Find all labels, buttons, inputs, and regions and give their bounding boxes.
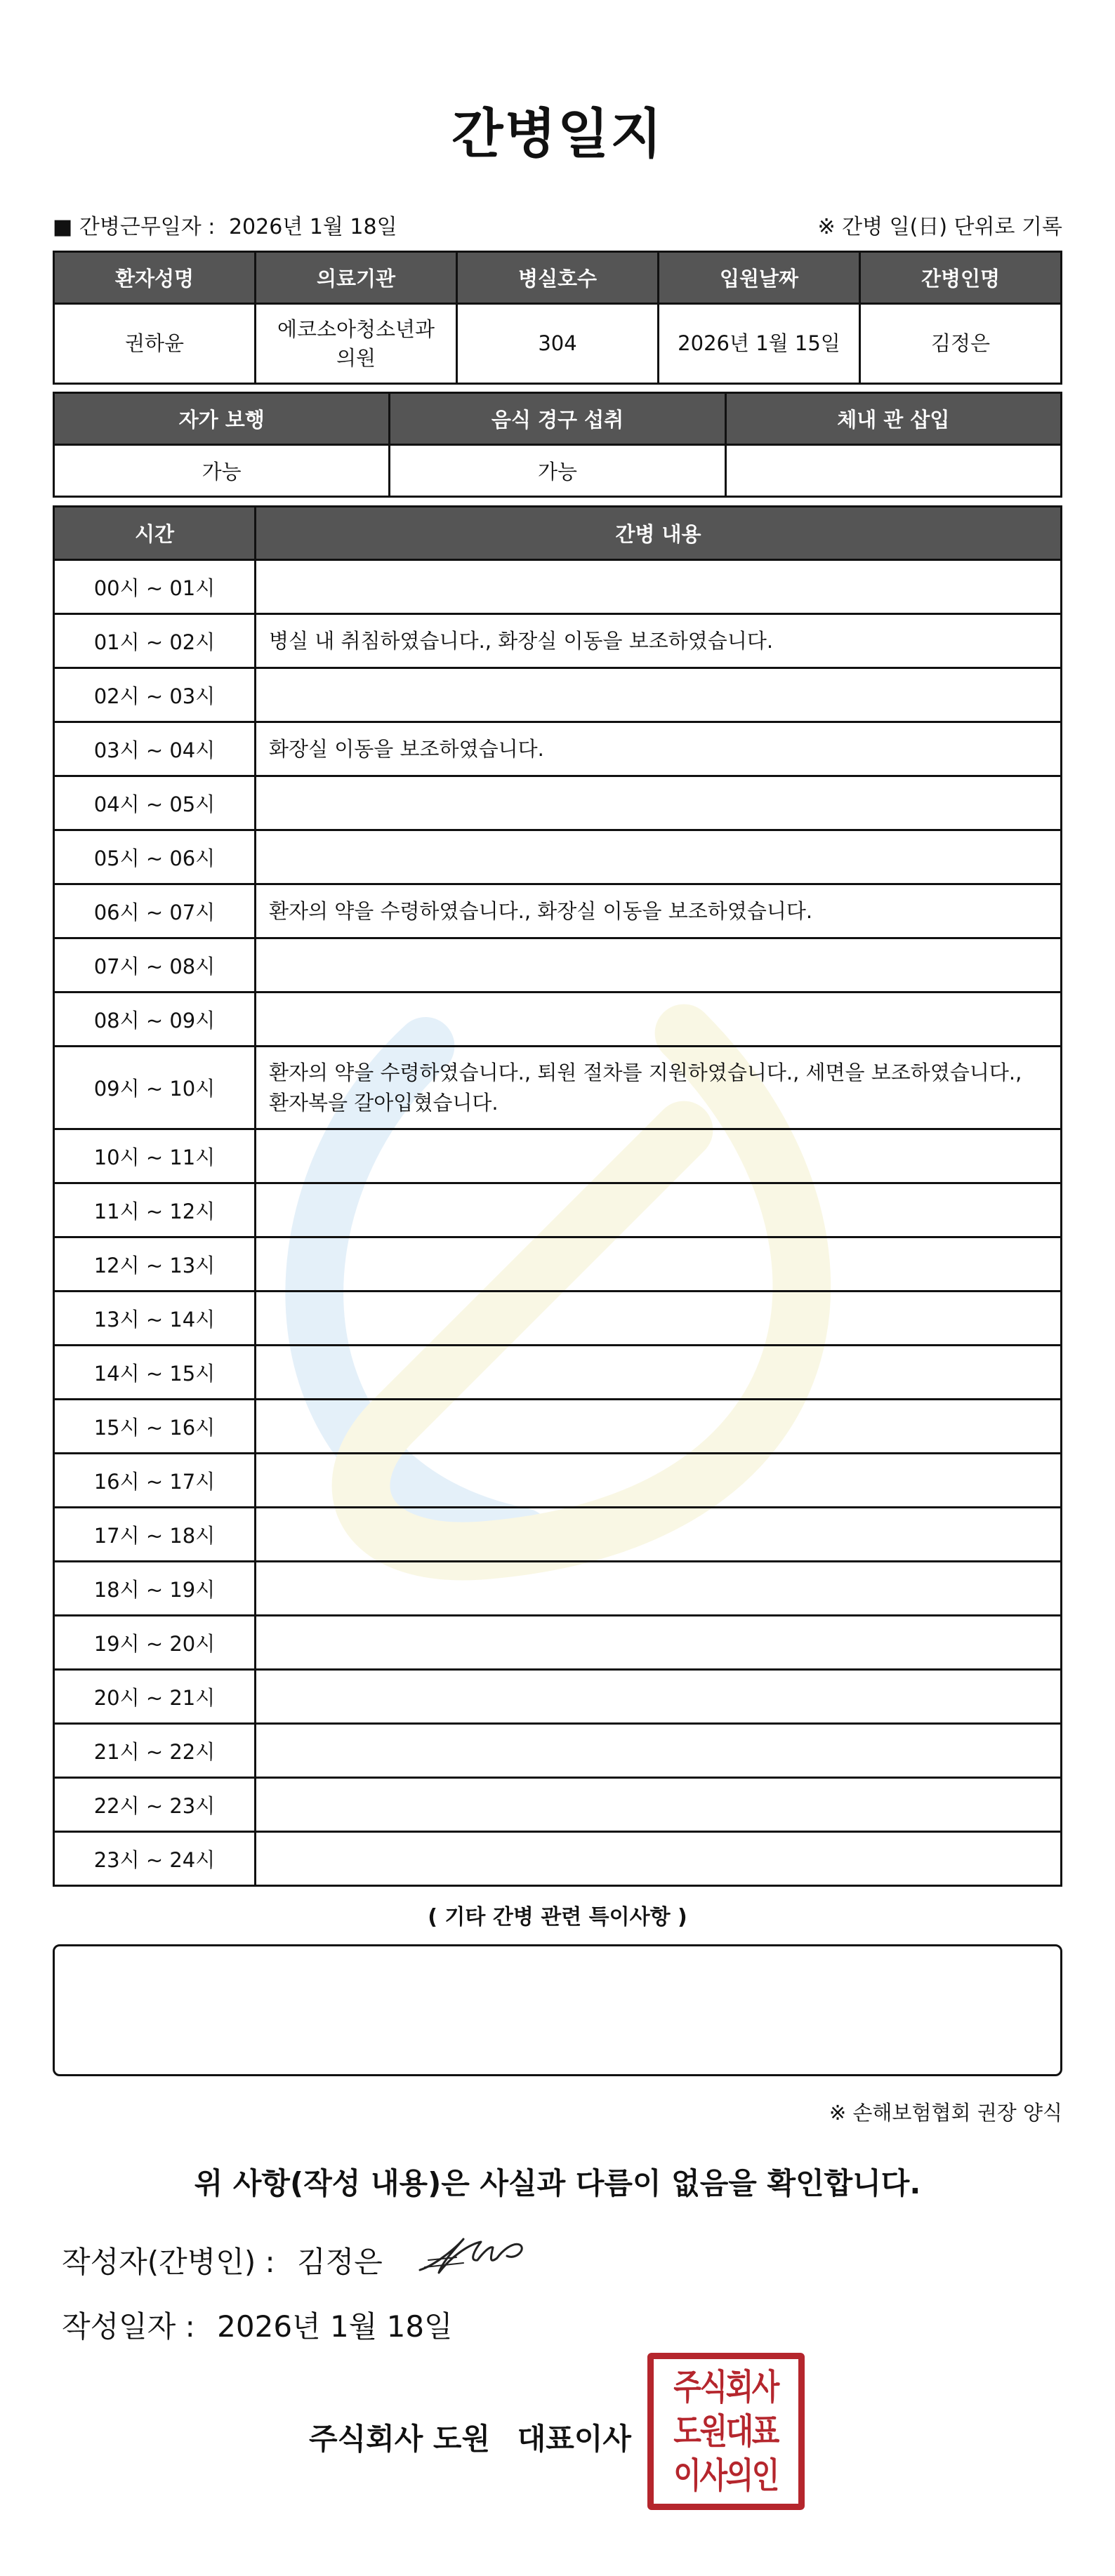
care-log-time: 12시 ~ 13시	[54, 1237, 256, 1292]
care-log-time: 21시 ~ 22시	[54, 1724, 256, 1778]
care-log-row	[54, 938, 1062, 992]
care-log-content: 환자의 약을 수령하였습니다., 퇴원 절차를 지원하였습니다., 세면을 보조하였습니다., 환자복을 갈아입혔습니다.	[256, 1047, 1062, 1129]
care-log-content	[256, 1508, 1062, 1562]
care-log-time: 16시 ~ 17시	[54, 1454, 256, 1508]
caregiver-name: 김정은	[860, 304, 1062, 384]
care-log-content	[256, 1724, 1062, 1778]
care-log-row	[54, 1237, 1062, 1292]
self-walking-value: 가능	[54, 445, 390, 497]
care-log-row	[54, 884, 1062, 938]
header-caregiver-name: 간병인명	[860, 252, 1062, 304]
patient-name: 권하윤	[54, 304, 256, 384]
form-note: ※ 손해보험협회 권장 양식	[829, 2101, 1062, 2125]
care-log-content	[256, 1832, 1062, 1886]
care-date	[53, 209, 397, 240]
patient-info-value-row	[54, 304, 1062, 384]
care-log-content	[256, 1670, 1062, 1724]
care-log-content: 화장실 이동을 보조하였습니다.	[256, 722, 1062, 776]
care-log-time: 17시 ~ 18시	[54, 1508, 256, 1562]
care-log-time: 00시 ~ 01시	[54, 560, 256, 614]
company-seal	[647, 2353, 805, 2510]
care-log-time: 15시 ~ 16시	[54, 1400, 256, 1454]
care-log-content	[256, 1778, 1062, 1832]
written-date-row	[62, 2304, 466, 2346]
care-log-content	[256, 1129, 1062, 1183]
care-log-content	[256, 776, 1062, 830]
care-log-time: 03시 ~ 04시	[54, 722, 256, 776]
care-log-row	[54, 992, 1062, 1047]
patient-info-header-row	[54, 252, 1062, 304]
page-title: 간병일지	[451, 102, 664, 165]
care-log-row	[54, 1778, 1062, 1832]
header-time: 시간	[54, 507, 256, 560]
care-log-row	[54, 776, 1062, 830]
writer-name: 김정은	[297, 2245, 383, 2279]
care-log-table	[53, 505, 1062, 1887]
care-log-content	[256, 1454, 1062, 1508]
care-log-time: 09시 ~ 10시	[54, 1047, 256, 1129]
care-log-row	[54, 722, 1062, 776]
care-log-content	[256, 1616, 1062, 1670]
tube-insertion-value	[725, 445, 1061, 497]
admission-date: 2026년 1월 15일	[659, 304, 860, 384]
care-log-content	[256, 1562, 1062, 1616]
care-log-time: 02시 ~ 03시	[54, 668, 256, 722]
care-log-time: 23시 ~ 24시	[54, 1832, 256, 1886]
care-log-time: 10시 ~ 11시	[54, 1129, 256, 1183]
care-log-time: 06시 ~ 07시	[54, 884, 256, 938]
writer-label: 작성자(간병인) :	[62, 2245, 275, 2279]
seal-line: 이사의인	[673, 2455, 779, 2497]
care-log-row	[54, 614, 1062, 668]
room-number: 304	[457, 304, 659, 384]
care-log-row	[54, 668, 1062, 722]
care-log-row	[54, 1670, 1062, 1724]
patient-status-header-row	[54, 393, 1062, 445]
care-log-row	[54, 1292, 1062, 1346]
header-care-content: 간병 내용	[256, 507, 1062, 560]
care-log-content	[256, 560, 1062, 614]
care-log-time: 08시 ~ 09시	[54, 992, 256, 1047]
remarks-box	[53, 1944, 1062, 2076]
care-log-content	[256, 1292, 1062, 1346]
header-tube-insertion: 체내 관 삽입	[725, 393, 1061, 445]
care-log-row	[54, 1724, 1062, 1778]
remarks-title: ( 기타 간병 관련 특이사항 )	[428, 1905, 687, 1930]
seal-line: 도원대표	[673, 2410, 779, 2452]
header-hospital: 의료기관	[256, 252, 457, 304]
care-log-row	[54, 1454, 1062, 1508]
care-log-content	[256, 992, 1062, 1047]
care-log-content	[256, 938, 1062, 992]
care-log-content	[256, 1237, 1062, 1292]
care-log-time: 04시 ~ 05시	[54, 776, 256, 830]
patient-status-table	[53, 392, 1062, 498]
written-date-label: 작성일자 :	[62, 2309, 195, 2344]
care-log-row	[54, 1129, 1062, 1183]
company-title: 대표이사	[517, 2422, 631, 2456]
seal-line: 주식회사	[673, 2366, 779, 2408]
care-log-content	[256, 1183, 1062, 1237]
patient-status-value-row	[54, 445, 1062, 497]
signature-image	[414, 2226, 541, 2283]
care-log-content	[256, 1400, 1062, 1454]
care-log-row	[54, 1346, 1062, 1400]
care-log-time: 01시 ~ 02시	[54, 614, 256, 668]
meta-row	[53, 209, 1062, 237]
care-log-row	[54, 1183, 1062, 1237]
care-log-content	[256, 1346, 1062, 1400]
header-room-number: 병실호수	[457, 252, 659, 304]
care-date-label: ■ 간병근무일자 :	[53, 215, 216, 239]
hospital-name: 에코소아청소년과의원	[256, 304, 457, 384]
daily-record-note: ※ 간병 일(日) 단위로 기록	[817, 215, 1062, 239]
writer-row	[62, 2239, 395, 2281]
care-log-content: 병실 내 취침하였습니다., 화장실 이동을 보조하였습니다.	[256, 614, 1062, 668]
care-log-body	[54, 560, 1062, 1886]
care-log-time: 20시 ~ 21시	[54, 1670, 256, 1724]
header-patient-name: 환자성명	[54, 252, 256, 304]
care-log-content	[256, 668, 1062, 722]
care-log-row	[54, 560, 1062, 614]
oral-intake-value: 가능	[390, 445, 725, 497]
header-admission-date: 입원날짜	[659, 252, 860, 304]
company-name: 주식회사 도원	[309, 2422, 491, 2456]
care-log-content	[256, 830, 1062, 884]
care-log-row	[54, 830, 1062, 884]
care-log-time: 07시 ~ 08시	[54, 938, 256, 992]
care-log-row	[54, 1047, 1062, 1129]
care-log-row	[54, 1508, 1062, 1562]
patient-info-table	[53, 251, 1062, 385]
care-log-row	[54, 1400, 1062, 1454]
company-signature	[309, 2416, 648, 2458]
header-self-walking: 자가 보행	[54, 393, 390, 445]
written-date-value: 2026년 1월 18일	[217, 2309, 453, 2344]
care-log-row	[54, 1562, 1062, 1616]
care-log-time: 18시 ~ 19시	[54, 1562, 256, 1616]
care-log-time: 14시 ~ 15시	[54, 1346, 256, 1400]
care-log-time: 05시 ~ 06시	[54, 830, 256, 884]
care-log-header-row	[54, 507, 1062, 560]
care-log-time: 11시 ~ 12시	[54, 1183, 256, 1237]
care-log-row	[54, 1832, 1062, 1886]
header-oral-intake: 음식 경구 섭취	[390, 393, 725, 445]
care-date-value: 2026년 1월 18일	[228, 215, 397, 239]
care-log-row	[54, 1616, 1062, 1670]
confirmation-statement: 위 사항(작성 내용)은 사실과 다름이 없음을 확인합니다.	[194, 2166, 921, 2200]
care-log-time: 22시 ~ 23시	[54, 1778, 256, 1832]
care-log-time: 19시 ~ 20시	[54, 1616, 256, 1670]
care-log-time: 13시 ~ 14시	[54, 1292, 256, 1346]
care-log-content: 환자의 약을 수령하였습니다., 화장실 이동을 보조하였습니다.	[256, 884, 1062, 938]
